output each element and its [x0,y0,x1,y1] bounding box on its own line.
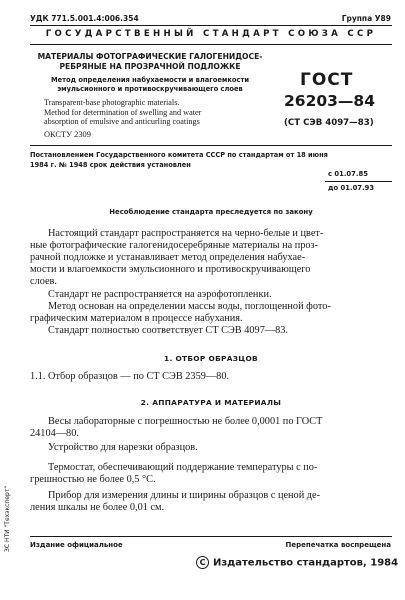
section-2-cutter: Устройство для нарезки образцов. [48,442,198,453]
gost-number: 26203—84 [284,92,375,110]
publisher-line: С Издательство стандартов, 1984 [196,556,398,569]
section-2-measuring-device: Прибор для измерения длины и ширины образцов с ценой де- ления шкалы не более 0,01 см. [30,490,321,513]
reprint-prohibited-label: Перепечатка воспрещена [285,541,391,549]
decree-text: Постановлением Государственного комитета СССР по стандартам от 18 июня 1984 г. № 1948 срок действия установлен [30,151,328,169]
title-rule [30,145,392,146]
copyright-icon: С [196,556,209,569]
section-2-heading: 2. АППАРАТУРА И МАТЕРИАЛЫ [140,398,282,407]
header-rule-bottom [30,44,392,45]
validity-rule [325,181,392,182]
intro-paragraph-conformity: Стандарт полностью соответствует СТ СЭВ 4097—83. [48,325,289,336]
intro-paragraph-scope: Настоящий стандарт распространяется на черно-белые и цвет- ные фотографические галогенидосеребряные материалы на проз- рачной подложке и устанавливает метод определения набухае- мости и влагоемкости эмульсионного и противоскручивающего слоев. [30,228,324,287]
section-2-scales: Весы лабораторные с погрешностью не более 0,0001 по ГОСТ 24104—80. [30,416,323,439]
gost-label: ГОСТ [300,70,354,90]
okstu-code: ОКСТУ 2309 [44,130,91,139]
footer-rule [30,536,392,537]
state-standard-banner: ГОСУДАРСТВЕННЫЙ СТАНДАРТ СОЮЗА ССР [45,29,377,39]
margin-note: ЗС НТИ "Техэксперт" [4,485,11,552]
udc-code: УДК 771.5.001.4:006.354 [30,14,139,23]
title-english: Transparent-base photographic materials. Method for determination of swelling and water absorption of emulsive and anticurling coatings [44,98,202,127]
official-edition-label: Издание официальное [30,541,123,549]
section-2-thermostat: Термостат, обеспечивающий поддержание температуры с по- грешностью не более 0,5 °С. [30,462,318,485]
validity-from: с 01.07.85 [328,170,368,178]
intro-paragraph-exclusion: Стандарт не распространяется на аэрофотопленки. [48,289,272,300]
validity-to: до 01.07.93 [328,184,375,192]
title-method: Метод определения набухаемости и влагоемкости эмульсионного и противоскручивающего слоев [50,76,250,93]
group-code: Группа У89 [341,14,391,23]
intro-paragraph-method: Метод основан на определении массы воды, поглощенной фото- графическим материалом в процессе набухания. [30,301,331,324]
st-sev-reference: (СТ СЭВ 4097—83) [284,118,374,128]
section-1-text: 1.1. Отбор образцов — по СТ СЭВ 2359—80. [30,371,230,382]
header-rule-top [30,25,392,26]
section-1-heading: 1. ОТБОР ОБРАЗЦОВ [164,354,258,363]
title-russian: МАТЕРИАЛЫ ФОТОГРАФИЧЕСКИЕ ГАЛОГЕНИДОСЕ- РЕБРЯНЫЕ НА ПРОЗРАЧНОЙ ПОДЛОЖКЕ [37,52,263,71]
legal-notice: Несоблюдение стандарта преследуется по закону [109,208,313,216]
